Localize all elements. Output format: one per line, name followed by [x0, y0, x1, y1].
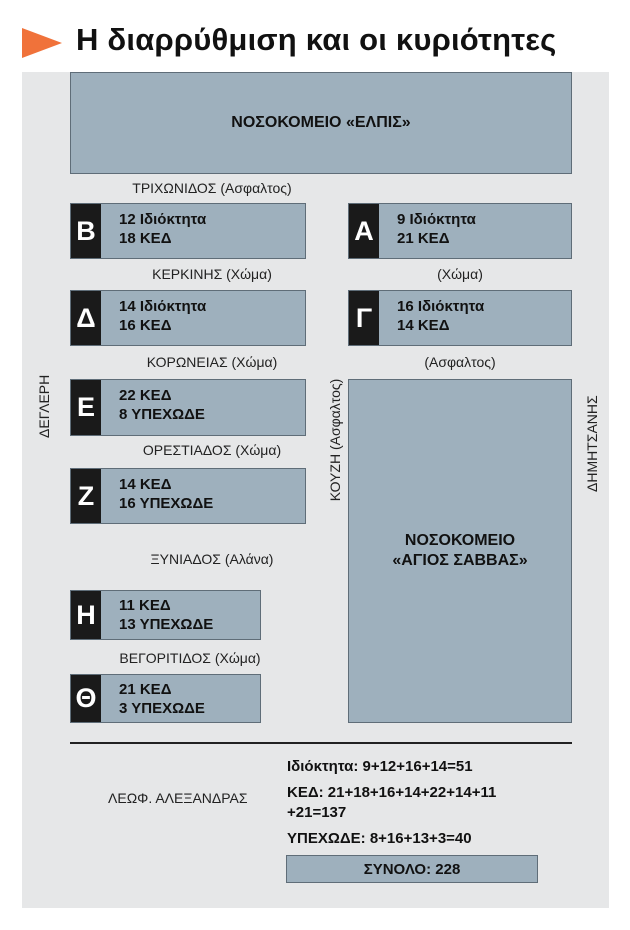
street-xyniados: ΞΥΝΙΑΔΟΣ (Αλάνα) [150, 551, 274, 567]
block-letter: Α [349, 204, 379, 258]
block-line: 21 ΚΕΔ [119, 681, 172, 698]
block-details [119, 475, 213, 513]
street-kerkinis: ΚΕΡΚΙΝΗΣ (Χώμα) [152, 266, 272, 282]
totals-ked-line1: ΚΕΔ: 21+18+16+14+22+14+11 [287, 784, 497, 801]
block-line: 9 Ιδιόκτητα [397, 211, 476, 228]
block-details [119, 596, 213, 634]
block-e [70, 379, 306, 436]
street-deglere: ΔΕΓΛΕΡΗ [36, 374, 52, 438]
street-koroneias: ΚΟΡΩΝΕΙΑΣ (Χώμα) [146, 354, 278, 370]
hospital-agios-savvas-line2: «ΑΓΙΟΣ ΣΑΒΒΑΣ» [392, 552, 528, 569]
block-line: 21 ΚΕΔ [397, 230, 450, 247]
hospital-elpis-label: ΝΟΣΟΚΟΜΕΙΟ «ΕΛΠΙΣ» [231, 114, 411, 131]
block-line: 16 Ιδιόκτητα [397, 298, 485, 315]
total-sum-label: ΣΥΝΟΛΟ: 228 [363, 860, 461, 878]
block-h [70, 590, 261, 640]
block-a [348, 203, 572, 259]
block-details [119, 297, 206, 335]
block-d [70, 290, 306, 346]
block-letter: Γ [349, 291, 379, 345]
block-b [70, 203, 306, 259]
block-details [397, 210, 476, 248]
block-line: 16 ΚΕΔ [119, 317, 172, 334]
block-details [119, 386, 205, 424]
street-kouzi: ΚΟΥΖΗ (Ασφαλτος) [327, 378, 343, 502]
street-right-chwma: (Χώμα) [437, 266, 483, 282]
hospital-elpis [70, 72, 572, 174]
block-details [119, 210, 206, 248]
block-line: 8 ΥΠΕΧΩΔΕ [119, 406, 205, 423]
block-letter: Β [71, 204, 101, 258]
totals-summary [287, 757, 496, 849]
totals-ked-line2: +21=137 [287, 804, 347, 821]
block-letter: Θ [71, 675, 101, 722]
block-line: 14 ΚΕΔ [397, 317, 450, 334]
block-line: 12 Ιδιόκτητα [119, 211, 207, 228]
street-vegoritidos: ΒΕΓΟΡΙΤΙΔΟΣ (Χώμα) [119, 650, 261, 666]
total-sum-box [286, 855, 538, 883]
divider-line [70, 742, 572, 744]
page-title: Η διαρρύθμιση και οι κυριότητες [76, 22, 557, 57]
block-line: 13 ΥΠΕΧΩΔΕ [119, 616, 214, 633]
block-z [70, 468, 306, 524]
block-line: 14 ΚΕΔ [119, 476, 172, 493]
block-line: 14 Ιδιόκτητα [119, 298, 207, 315]
totals-idioktita: Ιδιόκτητα: 9+12+16+14=51 [287, 758, 473, 775]
block-line: 18 ΚΕΔ [119, 230, 172, 247]
block-th [70, 674, 261, 723]
block-letter: Δ [71, 291, 101, 345]
totals-ypexode: ΥΠΕΧΩΔΕ: 8+16+13+3=40 [287, 830, 472, 847]
block-line: 11 ΚΕΔ [119, 597, 171, 614]
title-row [22, 22, 622, 66]
block-letter: Η [71, 591, 101, 639]
block-g [348, 290, 572, 346]
block-letter: Ζ [71, 469, 101, 523]
block-line: 16 ΥΠΕΧΩΔΕ [119, 495, 214, 512]
block-letter: Ε [71, 380, 101, 435]
block-line: 22 ΚΕΔ [119, 387, 172, 404]
block-details [119, 680, 205, 718]
street-orestiados: ΟΡΕΣΤΙΑΔΟΣ (Χώμα) [142, 442, 282, 458]
title-arrow-icon [22, 28, 62, 58]
hospital-agios-savvas [348, 379, 572, 723]
block-details [397, 297, 484, 335]
hospital-agios-savvas-line1: ΝΟΣΟΚΟΜΕΙΟ [404, 532, 516, 549]
avenue-label: ΛΕΩΦ. ΑΛΕΞΑΝΔΡΑΣ [108, 790, 248, 806]
street-right-asfaltos: (Ασφαλτος) [424, 354, 496, 370]
block-line: 3 ΥΠΕΧΩΔΕ [119, 700, 205, 717]
street-dimitsanis: ΔΗΜΗΤΣΑΝΗΣ [584, 395, 600, 492]
street-trichonidos: ΤΡΙΧΩΝΙΔΟΣ (Ασφαλτος) [132, 180, 292, 196]
